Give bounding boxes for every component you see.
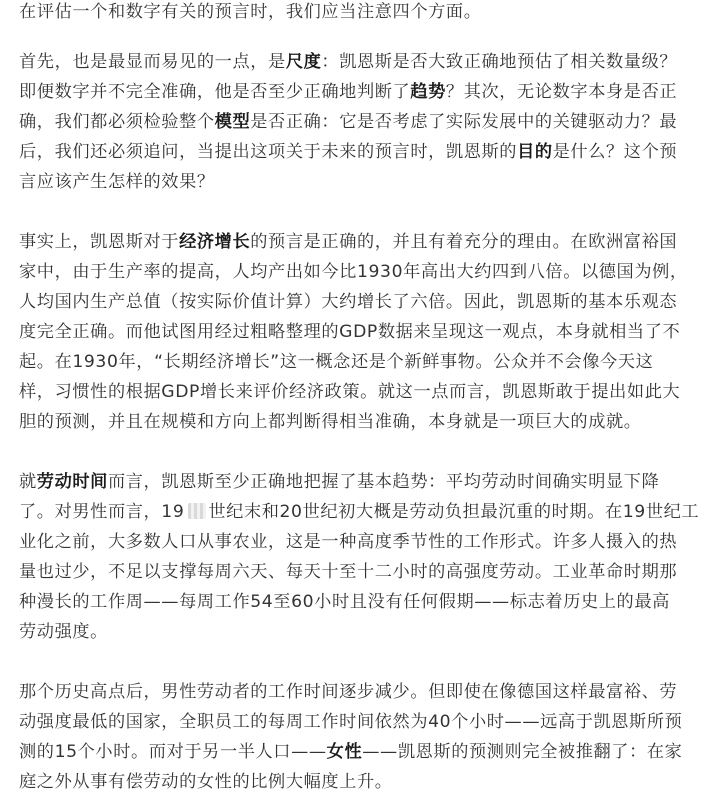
text-line: 那个历史高点后，男性劳动者的工作时间逐步减少。但即使在像德国这样最富裕、劳 bbox=[19, 682, 678, 702]
text-run: 是否正确：它是否考虑了实际发展中的关键驱动力？最 bbox=[250, 112, 678, 132]
text-line: 家中，由于生产率的提高，人均产出如今比1930年高出大约四到八倍。以德国为例， bbox=[19, 262, 688, 282]
text-run: 确，我们都必须检验整个 bbox=[19, 112, 215, 132]
keyword-bold: 劳动时间 bbox=[36, 472, 108, 492]
text-line: 人均国内生产总值（按实际价值计算）大约增长了六倍。因此，凯恩斯的基本乐观态 bbox=[19, 292, 678, 312]
text-line bbox=[19, 737, 682, 767]
text-line: 庭之外从事有偿劳动的女性的比例大幅度上升。 bbox=[19, 772, 393, 792]
text-run: 的预言是正确的，并且有着充分的理由。在欧洲富裕国 bbox=[250, 232, 678, 252]
text-run: 了。对男性而言，19 bbox=[19, 502, 185, 522]
text-run: 事实上，凯恩斯对于 bbox=[19, 232, 180, 252]
text-run: 首先，也是最显而易见的一点，是 bbox=[19, 52, 286, 72]
text-run: 即便数字并不完全准确，他是否至少正确地判断了 bbox=[19, 82, 411, 102]
text-run: 是什么？这个预 bbox=[552, 142, 678, 162]
keyword-bold: 模型 bbox=[214, 112, 251, 132]
text-line bbox=[19, 107, 677, 137]
blurred-text-mark bbox=[188, 503, 206, 519]
text-line bbox=[19, 497, 699, 527]
paragraph-working-hours bbox=[19, 467, 699, 647]
text-run: 测的15个小时。而对于另一半人口—— bbox=[19, 742, 327, 762]
text-line bbox=[19, 47, 677, 77]
text-line: 量也过少，不足以支撑每周六天、每天十至十二小时的高强度劳动。工业革命时期那 bbox=[19, 562, 678, 582]
text-line: 动强度最低的国家，全职员工的每周工作时间依然为40个小时——远高于凯恩斯所预 bbox=[19, 712, 683, 732]
text-line: 种漫长的工作周——每周工作54至60小时且没有任何假期——标志着历史上的最高 bbox=[19, 592, 670, 612]
keyword-bold: 女性 bbox=[326, 742, 363, 762]
text-run: 后，我们还必须追问，当提出这项关于未来的预言时，凯恩斯的 bbox=[19, 142, 518, 162]
text-run: ：凯恩斯是否大致正确地预估了相关数量级？ bbox=[321, 52, 678, 72]
text-line: 劳动强度。 bbox=[19, 622, 108, 642]
text-line: 业化之前，大多数人口从事农业，这是一种高度季节性的工作形式。许多人摄入的热 bbox=[19, 532, 678, 552]
text-line: 言应该产生怎样的效果？ bbox=[19, 172, 215, 192]
text-run: ？其次，无论数字本身是否正 bbox=[445, 82, 678, 102]
paragraph-economic-growth bbox=[19, 227, 688, 437]
text-line: 胆的预测，并且在规模和方向上都判断得相当准确，本身就是一项巨大的成就。 bbox=[19, 412, 642, 432]
text-line: 在评估一个和数字有关的预言时，我们应当注意四个方面。 bbox=[19, 2, 482, 22]
text-line: 起。在1930年，“长期经济增长”这一概念还是个新鲜事物。公众并不会像今天这 bbox=[19, 352, 654, 372]
text-line bbox=[19, 467, 699, 497]
keyword-bold: 尺度 bbox=[285, 52, 322, 72]
text-run: 而言，凯恩斯至少正确地把握了基本趋势：平均劳动时间确实明显下降 bbox=[107, 472, 660, 492]
text-line bbox=[19, 137, 677, 167]
paragraph-intro bbox=[19, 0, 481, 27]
keyword-bold: 趋势 bbox=[410, 82, 446, 102]
paragraph-women-labor bbox=[19, 677, 682, 797]
text-line bbox=[19, 77, 677, 107]
text-line: 样，习惯性的根据GDP增长来评价经济政策。就这一点而言，凯恩斯敢于提出如此大 bbox=[19, 382, 681, 402]
keyword-bold: 目的 bbox=[517, 142, 553, 162]
text-line bbox=[19, 227, 688, 257]
text-line: 度完全正确。而他试图用经过粗略整理的GDP数据来呈现这一观点，本身就相当了不 bbox=[19, 322, 681, 342]
text-run: ——凯恩斯的预测则完全被推翻了：在家 bbox=[362, 742, 683, 762]
keyword-bold: 经济增长 bbox=[179, 232, 251, 252]
text-run: 就 bbox=[19, 472, 37, 492]
text-run: 世纪末和20世纪初大概是劳动负担最沉重的时期。在19世纪工 bbox=[208, 502, 700, 522]
paragraph-four-aspects bbox=[19, 47, 677, 197]
